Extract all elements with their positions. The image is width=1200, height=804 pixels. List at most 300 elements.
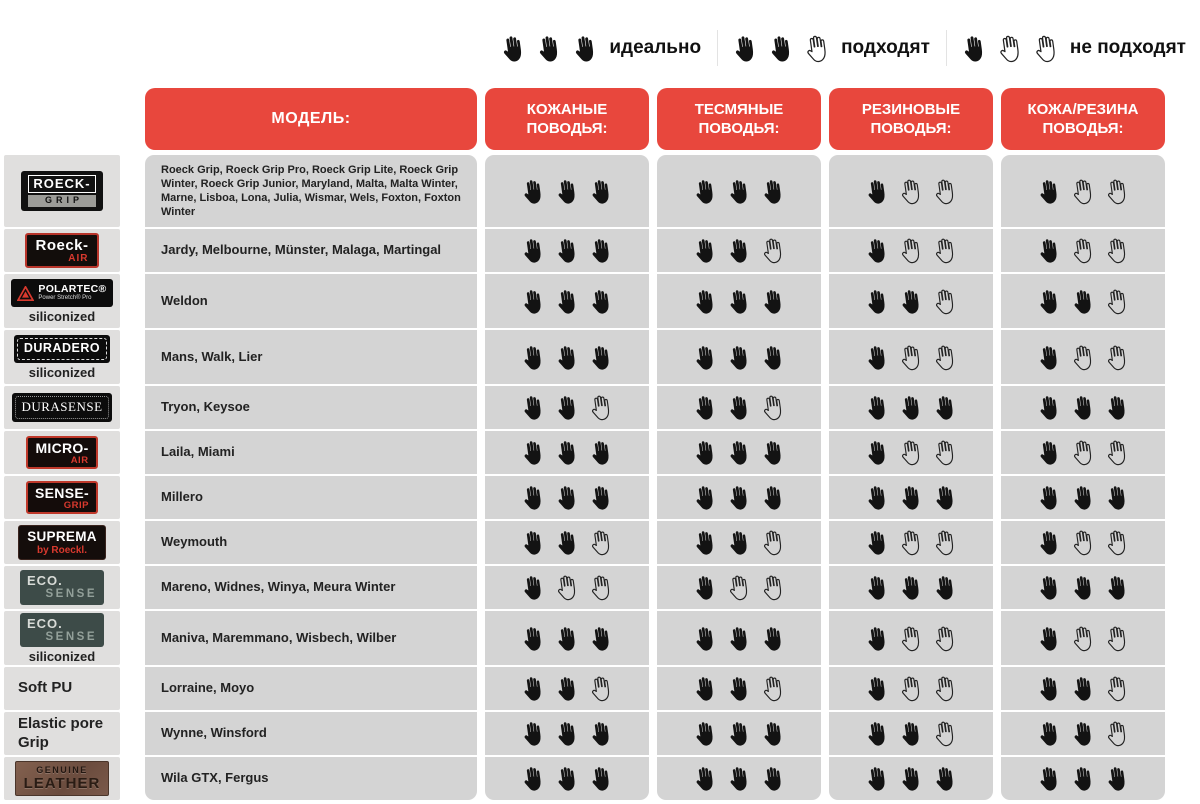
table-row xyxy=(4,155,1165,227)
rating-hands xyxy=(867,720,956,747)
hand-filled-icon xyxy=(1039,625,1060,652)
hand-filled-icon xyxy=(901,574,922,601)
hand-filled-icon xyxy=(867,439,888,466)
hand-filled-icon xyxy=(557,237,578,264)
siliconized-label: siliconized xyxy=(28,308,96,324)
rating-hands xyxy=(695,720,784,747)
rating-cell-leather_rubber_reins xyxy=(1001,330,1165,384)
logo-line2: SENSE xyxy=(45,588,97,601)
model-cell: Wila GTX, Fergus xyxy=(145,757,477,800)
table-row xyxy=(4,229,1165,272)
hand-filled-icon xyxy=(763,439,784,466)
hand-filled-icon xyxy=(1107,484,1128,511)
rating-hands xyxy=(523,237,612,264)
hand-filled-icon xyxy=(557,484,578,511)
rating-cell-webbing_reins xyxy=(657,229,821,272)
table-row xyxy=(4,667,1165,710)
hand-outline-icon xyxy=(901,237,922,264)
hand-outline-icon xyxy=(763,394,784,421)
hand-outline-icon xyxy=(1073,439,1094,466)
model-cell: Roeck Grip, Roeck Grip Pro, Roeck Grip Lite, Roeck Grip Winter, Roeck Grip Junior, Maryland, Malta, Malta Winter, Marne, Lisboa, Lona, Julia, Wismar, Wels, Foxton, Foxton Winter xyxy=(145,155,477,227)
hand-outline-icon xyxy=(935,237,956,264)
hand-filled-icon xyxy=(763,288,784,315)
hand-filled-icon xyxy=(557,529,578,556)
hand-outline-icon xyxy=(806,34,829,63)
table-row xyxy=(4,521,1165,564)
hand-outline-icon xyxy=(557,574,578,601)
model-cell: Lorraine, Moyo xyxy=(145,667,477,710)
rating-hands xyxy=(1039,484,1128,511)
logo-line1: ECO. xyxy=(27,573,63,589)
rating-cell-rubber_reins xyxy=(829,611,993,665)
hand-filled-icon xyxy=(557,675,578,702)
hand-filled-icon xyxy=(695,394,716,421)
rating-cell-rubber_reins xyxy=(829,274,993,328)
logo-line2: LEATHER xyxy=(23,775,101,793)
hand-outline-icon xyxy=(591,529,612,556)
rating-hands xyxy=(867,394,956,421)
rating-hands xyxy=(523,394,612,421)
hand-filled-icon xyxy=(574,34,597,63)
brand-logo-roeck-grip xyxy=(21,171,102,211)
hand-filled-icon xyxy=(763,720,784,747)
polartec-triangle-icon xyxy=(17,286,34,301)
rating-hands xyxy=(523,344,612,371)
sidebar-material-label: Elastic pore Grip xyxy=(4,712,120,755)
hand-filled-icon xyxy=(1073,484,1094,511)
sidebar-cell xyxy=(4,330,120,384)
hand-outline-icon xyxy=(935,178,956,205)
rating-hands xyxy=(523,288,612,315)
rating-hands xyxy=(695,237,784,264)
rating-cell-rubber_reins xyxy=(829,476,993,519)
rating-cell-leather_reins xyxy=(485,330,649,384)
model-cell: Mareno, Widnes, Winya, Meura Winter xyxy=(145,566,477,609)
hand-filled-icon xyxy=(867,178,888,205)
hand-filled-icon xyxy=(695,765,716,792)
hand-filled-icon xyxy=(591,344,612,371)
hand-outline-icon xyxy=(1107,178,1128,205)
hand-outline-icon xyxy=(729,574,750,601)
hand-filled-icon xyxy=(867,574,888,601)
hand-filled-icon xyxy=(557,720,578,747)
rating-hands xyxy=(1039,288,1128,315)
hand-filled-icon xyxy=(1073,288,1094,315)
hand-outline-icon xyxy=(901,529,922,556)
hand-outline-icon xyxy=(1107,344,1128,371)
logo-line2: GRIP xyxy=(28,195,95,207)
hand-outline-icon xyxy=(1107,529,1128,556)
hand-filled-icon xyxy=(867,344,888,371)
sidebar-cell xyxy=(4,431,120,474)
hand-outline-icon xyxy=(935,720,956,747)
sidebar-cell xyxy=(4,274,120,328)
hand-filled-icon xyxy=(523,394,544,421)
legend-divider xyxy=(717,30,718,66)
hand-filled-icon xyxy=(935,484,956,511)
sidebar-cell xyxy=(4,386,120,429)
sidebar-cell xyxy=(4,155,120,227)
hand-outline-icon xyxy=(901,344,922,371)
rating-cell-webbing_reins xyxy=(657,757,821,800)
hand-filled-icon xyxy=(591,178,612,205)
model-cell: Maniva, Maremmano, Wisbech, Wilber xyxy=(145,611,477,665)
hand-filled-icon xyxy=(1073,574,1094,601)
hand-filled-icon xyxy=(935,765,956,792)
hand-filled-icon xyxy=(770,34,793,63)
hand-filled-icon xyxy=(1039,529,1060,556)
hand-filled-icon xyxy=(901,394,922,421)
hand-filled-icon xyxy=(867,625,888,652)
rating-hands xyxy=(695,439,784,466)
rating-cell-rubber_reins xyxy=(829,431,993,474)
hand-filled-icon xyxy=(729,439,750,466)
legend-divider xyxy=(946,30,947,66)
hand-filled-icon xyxy=(523,439,544,466)
rating-hands xyxy=(1039,178,1128,205)
brand-logo-durasense xyxy=(12,393,111,421)
hand-filled-icon xyxy=(523,237,544,264)
logo-line2: AIR xyxy=(70,454,89,466)
hand-outline-icon xyxy=(1035,34,1058,63)
hand-filled-icon xyxy=(729,178,750,205)
brand-logo-polartec xyxy=(11,279,112,306)
rating-cell-leather_reins xyxy=(485,229,649,272)
rating-hands xyxy=(867,237,956,264)
sidebar-cell xyxy=(4,611,120,665)
hand-filled-icon xyxy=(695,178,716,205)
hand-outline-icon xyxy=(1073,344,1094,371)
logo-line1: DURADERO xyxy=(17,338,107,360)
model-cell: Laila, Miami xyxy=(145,431,477,474)
header-rein-cell-webbing_reins: ТЕСМЯНЫЕ ПОВОДЬЯ: xyxy=(657,88,821,150)
hand-filled-icon xyxy=(695,484,716,511)
rating-hands xyxy=(695,344,784,371)
logo-line1: POLARTEC® xyxy=(38,283,107,296)
rating-hands xyxy=(1039,765,1128,792)
rating-cell-rubber_reins xyxy=(829,757,993,800)
rating-hands xyxy=(1039,720,1128,747)
hand-filled-icon xyxy=(523,574,544,601)
hand-filled-icon xyxy=(695,288,716,315)
rating-cell-webbing_reins xyxy=(657,667,821,710)
rating-cell-rubber_reins xyxy=(829,667,993,710)
table-row xyxy=(4,611,1165,665)
hand-filled-icon xyxy=(591,237,612,264)
hand-outline-icon xyxy=(901,178,922,205)
hand-outline-icon xyxy=(935,288,956,315)
hand-filled-icon xyxy=(1039,675,1060,702)
table-row xyxy=(4,566,1165,609)
brand-logo-sense-grip xyxy=(26,481,98,515)
header-model-cell: МОДЕЛЬ: xyxy=(145,88,477,150)
rating-cell-leather_rubber_reins xyxy=(1001,757,1165,800)
hand-outline-icon xyxy=(763,529,784,556)
hand-outline-icon xyxy=(1107,288,1128,315)
hand-filled-icon xyxy=(502,34,525,63)
hand-filled-icon xyxy=(695,574,716,601)
hand-filled-icon xyxy=(1039,484,1060,511)
rating-hands xyxy=(523,484,612,511)
brand-logo-genuine-leather xyxy=(15,761,110,796)
siliconized-label: siliconized xyxy=(28,364,96,380)
hand-filled-icon xyxy=(695,675,716,702)
rating-cell-rubber_reins xyxy=(829,155,993,227)
hand-filled-icon xyxy=(1107,394,1128,421)
rating-hands xyxy=(523,625,612,652)
hand-outline-icon xyxy=(591,574,612,601)
hand-filled-icon xyxy=(523,765,544,792)
rating-hands xyxy=(867,344,956,371)
rating-hands xyxy=(1039,529,1128,556)
rating-hands xyxy=(734,34,829,63)
rating-hands xyxy=(867,484,956,511)
rating-cell-leather_rubber_reins xyxy=(1001,274,1165,328)
brand-logo-suprema xyxy=(18,525,106,560)
rating-cell-leather_rubber_reins xyxy=(1001,667,1165,710)
hand-filled-icon xyxy=(1039,720,1060,747)
rating-hands xyxy=(502,34,597,63)
rating-cell-leather_reins xyxy=(485,566,649,609)
header-rein-cell-rubber_reins: РЕЗИНОВЫЕ ПОВОДЬЯ: xyxy=(829,88,993,150)
rating-cell-leather_reins xyxy=(485,476,649,519)
hand-filled-icon xyxy=(729,394,750,421)
rating-hands xyxy=(867,529,956,556)
hand-filled-icon xyxy=(763,484,784,511)
model-cell: Jardy, Melbourne, Münster, Malaga, Martingal xyxy=(145,229,477,272)
hand-filled-icon xyxy=(729,288,750,315)
sidebar-cell xyxy=(4,476,120,519)
rating-cell-leather_rubber_reins xyxy=(1001,155,1165,227)
hand-filled-icon xyxy=(557,765,578,792)
hand-filled-icon xyxy=(1107,765,1128,792)
table-row xyxy=(4,712,1165,755)
brand-logo-micro-air xyxy=(26,436,97,470)
hand-outline-icon xyxy=(1107,675,1128,702)
hand-outline-icon xyxy=(935,675,956,702)
hand-filled-icon xyxy=(695,529,716,556)
hand-filled-icon xyxy=(963,34,986,63)
hand-filled-icon xyxy=(729,675,750,702)
hand-filled-icon xyxy=(729,765,750,792)
rating-cell-leather_reins xyxy=(485,521,649,564)
legend-label: не подходят xyxy=(1069,37,1186,58)
header-rein-cell-leather_reins: КОЖАНЫЕ ПОВОДЬЯ: xyxy=(485,88,649,150)
hand-filled-icon xyxy=(901,288,922,315)
hand-filled-icon xyxy=(1073,720,1094,747)
hand-outline-icon xyxy=(935,344,956,371)
rating-cell-leather_reins xyxy=(485,155,649,227)
hand-filled-icon xyxy=(557,288,578,315)
hand-outline-icon xyxy=(1073,625,1094,652)
hand-outline-icon xyxy=(901,439,922,466)
rating-cell-leather_reins xyxy=(485,611,649,665)
rating-hands xyxy=(867,439,956,466)
hand-filled-icon xyxy=(1073,675,1094,702)
hand-filled-icon xyxy=(729,237,750,264)
hand-outline-icon xyxy=(1107,439,1128,466)
rating-cell-leather_reins xyxy=(485,386,649,429)
logo-line1: ROECK- xyxy=(28,175,95,193)
hand-filled-icon xyxy=(523,178,544,205)
hand-filled-icon xyxy=(557,394,578,421)
rating-cell-webbing_reins xyxy=(657,431,821,474)
hand-filled-icon xyxy=(695,344,716,371)
rating-cell-leather_reins xyxy=(485,274,649,328)
rating-hands xyxy=(867,288,956,315)
hand-filled-icon xyxy=(729,344,750,371)
hand-filled-icon xyxy=(695,625,716,652)
legend-label: идеально xyxy=(609,37,702,58)
table-row xyxy=(4,386,1165,429)
rating-cell-rubber_reins xyxy=(829,229,993,272)
legend-item xyxy=(734,34,930,63)
rating-hands xyxy=(523,765,612,792)
header-rein-cell-leather_rubber_reins: КОЖА/РЕЗИНА ПОВОДЬЯ: xyxy=(1001,88,1165,150)
hand-filled-icon xyxy=(557,344,578,371)
hand-filled-icon xyxy=(591,625,612,652)
rating-legend xyxy=(502,30,1186,66)
hand-filled-icon xyxy=(734,34,757,63)
hand-filled-icon xyxy=(729,529,750,556)
rating-hands xyxy=(1039,344,1128,371)
legend-label: подходят xyxy=(841,37,930,58)
hand-outline-icon xyxy=(1107,625,1128,652)
rating-cell-leather_rubber_reins xyxy=(1001,476,1165,519)
hand-filled-icon xyxy=(729,625,750,652)
sidebar-material-label: Soft PU xyxy=(4,667,120,710)
hand-filled-icon xyxy=(1039,574,1060,601)
hand-filled-icon xyxy=(591,439,612,466)
rating-hands xyxy=(523,529,612,556)
hand-filled-icon xyxy=(1039,344,1060,371)
logo-line1: Roeck- xyxy=(35,236,89,254)
hand-filled-icon xyxy=(523,529,544,556)
table-row xyxy=(4,757,1165,800)
hand-filled-icon xyxy=(901,765,922,792)
rating-hands xyxy=(523,675,612,702)
hand-outline-icon xyxy=(1073,178,1094,205)
logo-line1: DURASENSE xyxy=(15,396,108,418)
hand-outline-icon xyxy=(999,34,1022,63)
hand-filled-icon xyxy=(763,625,784,652)
rating-cell-webbing_reins xyxy=(657,611,821,665)
hand-outline-icon xyxy=(901,625,922,652)
hand-outline-icon xyxy=(935,529,956,556)
hand-filled-icon xyxy=(867,237,888,264)
rating-hands xyxy=(695,394,784,421)
logo-line2: GRIP xyxy=(63,499,89,511)
logo-line2: AIR xyxy=(68,253,89,265)
hand-filled-icon xyxy=(523,344,544,371)
rating-hands xyxy=(1039,675,1128,702)
hand-filled-icon xyxy=(538,34,561,63)
logo-line1: MICRO- xyxy=(35,439,89,456)
hand-filled-icon xyxy=(867,765,888,792)
rating-hands xyxy=(1039,237,1128,264)
hand-filled-icon xyxy=(523,720,544,747)
table-row xyxy=(4,274,1165,328)
rating-cell-leather_rubber_reins xyxy=(1001,712,1165,755)
table-header-row xyxy=(4,88,1165,150)
hand-filled-icon xyxy=(1073,394,1094,421)
hand-outline-icon xyxy=(763,675,784,702)
rating-cell-rubber_reins xyxy=(829,521,993,564)
rating-cell-leather_rubber_reins xyxy=(1001,521,1165,564)
rating-cell-leather_reins xyxy=(485,757,649,800)
hand-outline-icon xyxy=(763,237,784,264)
hand-filled-icon xyxy=(557,625,578,652)
hand-outline-icon xyxy=(935,625,956,652)
rating-cell-webbing_reins xyxy=(657,476,821,519)
model-cell: Millero xyxy=(145,476,477,519)
hand-filled-icon xyxy=(867,288,888,315)
rating-hands xyxy=(523,178,612,205)
rating-cell-rubber_reins xyxy=(829,330,993,384)
rating-cell-webbing_reins xyxy=(657,386,821,429)
logo-line1: ECO. xyxy=(27,615,63,631)
hand-filled-icon xyxy=(729,720,750,747)
rating-hands xyxy=(695,484,784,511)
hand-outline-icon xyxy=(1107,720,1128,747)
brand-logo-duradero xyxy=(14,335,110,363)
hand-filled-icon xyxy=(935,574,956,601)
rating-cell-webbing_reins xyxy=(657,274,821,328)
hand-filled-icon xyxy=(867,484,888,511)
legend-item xyxy=(963,34,1186,63)
hand-filled-icon xyxy=(523,625,544,652)
rating-hands xyxy=(1039,574,1128,601)
sidebar-cell xyxy=(4,757,120,800)
hand-filled-icon xyxy=(557,439,578,466)
model-cell: Weymouth xyxy=(145,521,477,564)
hand-filled-icon xyxy=(1073,765,1094,792)
rating-cell-webbing_reins xyxy=(657,521,821,564)
rating-hands xyxy=(867,675,956,702)
table-row xyxy=(4,431,1165,474)
hand-filled-icon xyxy=(867,529,888,556)
rating-hands xyxy=(867,765,956,792)
rating-cell-leather_reins xyxy=(485,712,649,755)
hand-filled-icon xyxy=(935,394,956,421)
hand-filled-icon xyxy=(523,288,544,315)
rating-hands xyxy=(1039,394,1128,421)
hand-filled-icon xyxy=(523,484,544,511)
rating-hands xyxy=(867,178,956,205)
rating-hands xyxy=(695,625,784,652)
logo-line2: SENSE xyxy=(45,630,97,643)
logo-line2: Power Stretch® Pro xyxy=(38,295,92,302)
hand-filled-icon xyxy=(591,720,612,747)
hand-outline-icon xyxy=(1073,237,1094,264)
hand-filled-icon xyxy=(867,720,888,747)
header-spacer xyxy=(4,88,120,150)
rating-cell-webbing_reins xyxy=(657,330,821,384)
hand-filled-icon xyxy=(1039,765,1060,792)
hand-filled-icon xyxy=(901,720,922,747)
rating-hands xyxy=(695,765,784,792)
rating-hands xyxy=(1039,439,1128,466)
hand-filled-icon xyxy=(763,765,784,792)
sidebar-cell xyxy=(4,521,120,564)
siliconized-label: siliconized xyxy=(28,649,96,665)
rating-hands xyxy=(963,34,1058,63)
rating-hands xyxy=(695,288,784,315)
table-row xyxy=(4,476,1165,519)
hand-filled-icon xyxy=(695,720,716,747)
table-row xyxy=(4,330,1165,384)
model-cell: Weldon xyxy=(145,274,477,328)
